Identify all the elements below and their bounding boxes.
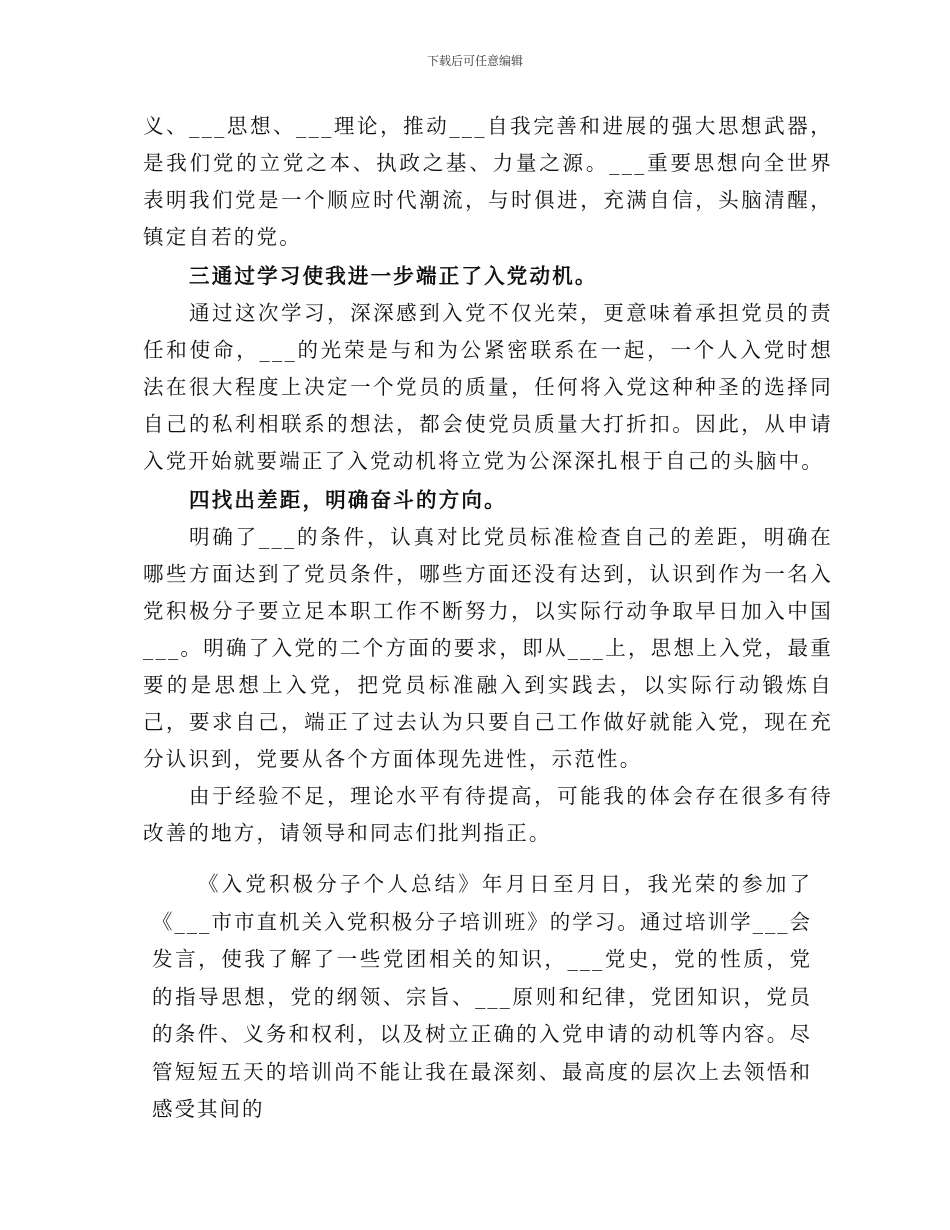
section-heading: 四找出差距，明确奋斗的方向。	[189, 488, 507, 512]
paragraph: 义、___思想、___理论，推动___自我完善和进展的强大思想武器，是我们党的立党之本、执政之基、力量之源。___重要思想向全世界表明我们党是一个顺应时代潮流，与时俱进，充满自信，头脑清醒，镇定自若的党。	[143, 114, 833, 249]
paragraph: 通过这次学习，深深感到入党不仅光荣，更意味着承担党员的责任和使命，___的光荣是与和为公紧密联系在一起，一个人入党时想法在很大程度上决定一个党员的质量，任何将入党这种种圣的选择同自己的私利相联系的想法，都会使党员质量大打折扣。因此，从申请入党开始就要端正了入党动机将立党为公深深扎根于自己的头脑中。	[143, 301, 833, 473]
second-document-body	[152, 866, 812, 1129]
section-heading: 三通过学习使我进一步端正了入党动机。	[189, 264, 598, 288]
paragraph: 由于经验不足，理论水平有待提高，可能我的体会存在很多有待改善的地方，请领导和同志们批判指正。	[143, 784, 833, 845]
page-header: 下载后可任意编辑	[426, 54, 523, 68]
paragraph: 明确了___的条件，认真对比党员标准检查自己的差距，明确在哪些方面达到了党员条件，哪些方面还没有达到，认识到作为一名入党积极分子要立足本职工作不断努力，以实际行动争取早日加入中国___。明确了入党的二个方面的要求，即从___上，思想上入党，最重要的是思想上入党，把党员标准融入到实践去，以实际行动锻炼自己，要求自己，端正了过去认为只要自己工作做好就能入党，现在充分认识到，党要从各个方面体现先进性，示范性。	[143, 525, 833, 771]
document-body	[143, 108, 833, 852]
paragraph: 《入党积极分子个人总结》年月日至月日，我光荣的参加了《___市市直机关入党积极分子培训班》的学习。通过培训学___会发言，使我了解了一些党团相关的知识，___党史，党的性质，党的指导思想，党的纲领、宗旨、___原则和纪律，党团知识，党员的条件、义务和权利，以及树立正确的入党申请的动机等内容。尽管短短五天的培训尚不能让我在最深刻、最高度的层次上去领悟和感受其间的	[152, 872, 812, 1121]
